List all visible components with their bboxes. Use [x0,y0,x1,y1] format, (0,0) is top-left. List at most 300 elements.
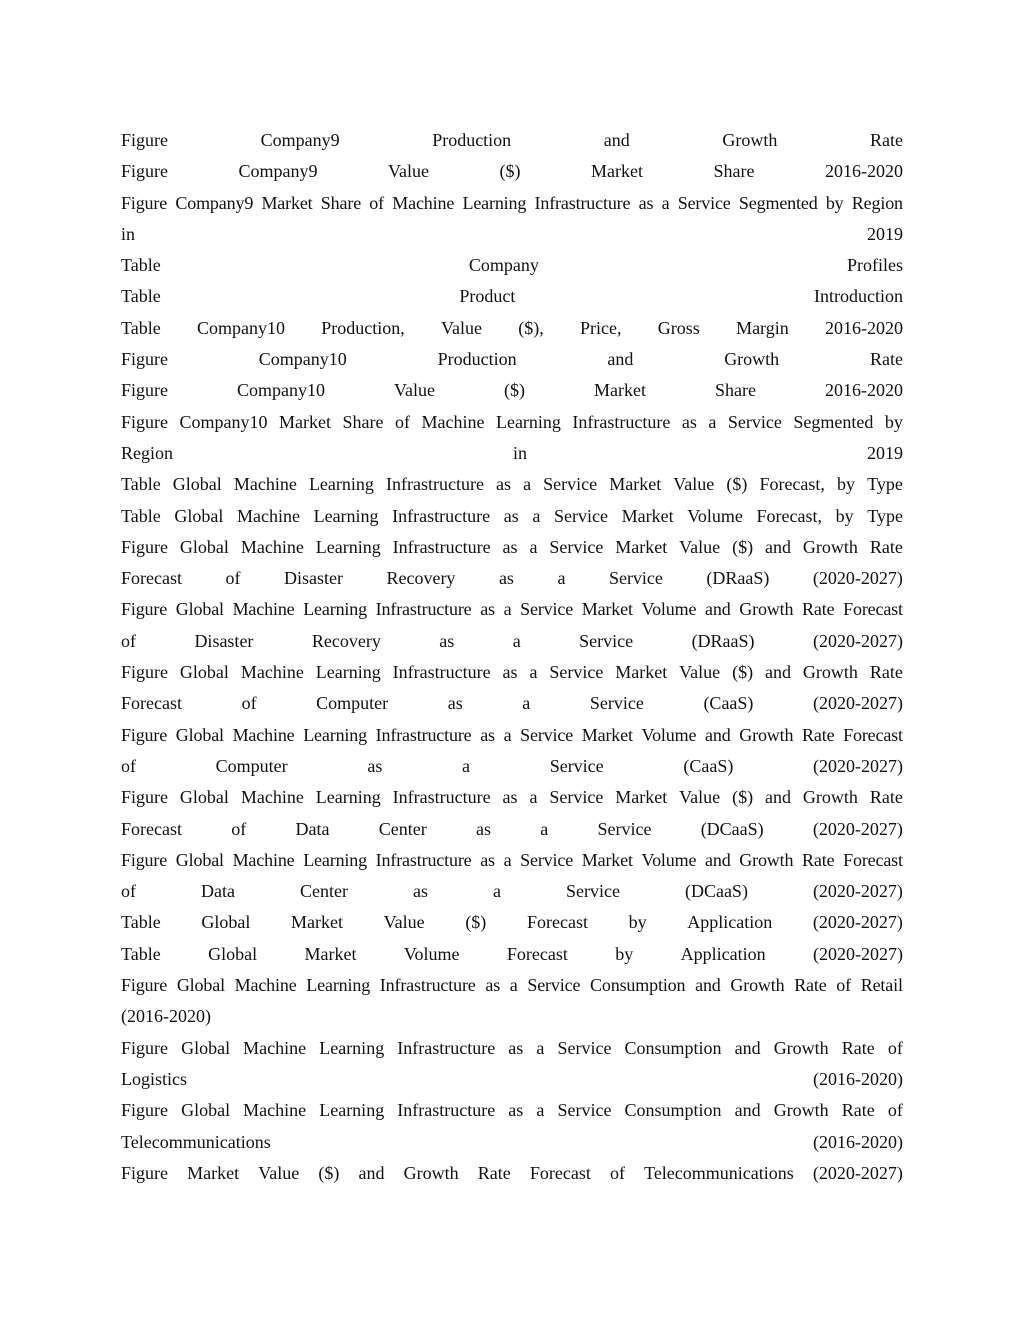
word: ($) [318,1162,340,1183]
word: a [512,630,521,651]
word: Forecast, [759,474,825,495]
word: Retail [860,975,903,996]
word: Rate [802,599,835,620]
word: of [241,693,257,714]
word: a [708,411,717,432]
word: a [557,568,566,589]
word: (2020-2027) [813,693,903,714]
word: Rate [794,975,827,996]
word: Service [549,662,604,683]
word: Market [304,943,357,964]
word: Machine [233,474,297,495]
word: a [529,536,538,557]
word: Service [549,536,604,557]
text-line [121,125,903,156]
word: Rate [841,1100,875,1121]
word: Recovery [386,568,456,589]
word: (2020-2027) [813,755,903,776]
word: by [628,912,647,933]
word: of [121,881,136,902]
word: Market [581,724,633,745]
word: Infrastructure [397,1100,496,1121]
word: Machine [392,192,455,213]
word: Global [181,1037,231,1058]
word: 2016-2020 [825,317,903,338]
word: Company9 [238,161,318,182]
word: Forecast [843,724,903,745]
word: Machine [243,1100,307,1121]
word: Application [680,943,766,964]
word: of [887,1037,903,1058]
word: ($), [518,317,544,338]
word: by [615,943,634,964]
word: (2020-2027) [812,1162,903,1183]
word: a [529,662,538,683]
word: Recovery [311,630,381,651]
word: Growth [739,849,794,870]
word: Figure [121,161,168,182]
word: Service [520,724,574,745]
text-line [121,1064,903,1095]
word: Global [181,1100,231,1121]
word: by [825,192,844,213]
word: a [503,849,512,870]
word: Global [172,474,222,495]
word: Application [687,912,773,933]
word: Figure [121,536,168,557]
word: a [661,192,670,213]
word: Value [258,1162,300,1183]
word: Value [383,912,425,933]
text-line [121,814,903,845]
word: Machine [240,662,304,683]
word: Figure [121,192,168,213]
word: (2020-2027) [812,630,903,651]
word: (CaaS) [703,693,754,714]
word: Table [121,255,161,276]
word: as [480,599,495,620]
word: ($) [732,662,754,683]
word: Learning [315,662,381,683]
word: and [765,536,791,557]
text-line [121,845,903,876]
word: Rate [869,662,903,683]
word: Learning [303,599,367,620]
word: (2020-2027) [812,568,903,589]
word: Service [677,192,731,213]
text-line [121,751,903,782]
text-line [121,219,903,250]
text-line [121,970,903,1001]
word: in [121,223,136,244]
word: Figure [121,1100,168,1121]
word: Infrastructure [375,724,472,745]
word: Service [557,1037,612,1058]
word: Market [187,1162,240,1183]
word: Forecast [843,849,903,870]
word: Market [581,599,633,620]
word: a [536,1037,545,1058]
word: a [503,724,512,745]
word: as [475,818,491,839]
word: Figure [121,411,168,432]
word: Figure [121,787,168,808]
word: Production [437,349,517,370]
word: Market [581,849,633,870]
word: Learning [308,474,374,495]
word: Product [459,286,516,307]
word: (DRaaS) [706,568,770,589]
word: Service [589,693,644,714]
word: a [503,599,512,620]
word: Market [621,505,674,526]
word: Production, [321,317,405,338]
word: and [734,1037,761,1058]
word: Computer [215,755,288,776]
word: Infrastructure [392,787,491,808]
word: Rate [802,849,835,870]
word: Service [549,787,604,808]
word: Machine [232,724,295,745]
word: as [508,1037,524,1058]
word: as [447,693,463,714]
word: (DCaaS) [684,881,748,902]
word: Growth [739,599,794,620]
word: Rate [841,1037,875,1058]
word: Service [554,505,608,526]
word: Figure [121,380,168,401]
word: Machine [232,599,295,620]
word: Share [320,192,362,213]
word: Forecast [843,599,903,620]
word: Company10 [196,317,285,338]
text-line [121,720,903,751]
word: (2020-2027) [812,912,903,933]
word: Table [121,474,161,495]
word: Logistics [121,1068,187,1089]
word: and [603,130,630,150]
word: Company10 [237,380,325,401]
text-line [121,313,903,344]
word: Service [727,411,782,432]
document-page [121,125,903,1189]
word: Value [394,380,435,401]
word: as [503,505,519,526]
word: Learning [303,724,367,745]
word: Infrastructure [397,1037,496,1058]
word: by [837,474,855,495]
word: Service [520,849,574,870]
word: Growth [802,787,858,808]
word: of [121,630,136,651]
word: as [367,755,383,776]
word: as [485,975,501,996]
word: as [508,1100,524,1121]
word: Disaster [194,630,254,651]
word: Value [679,662,721,683]
word: Center [378,818,427,839]
word: ($) [732,536,754,557]
word: Service [543,474,598,495]
word: as [502,662,518,683]
word: Global [175,849,224,870]
word: ($) [503,380,525,401]
word: Market [279,411,331,432]
word: Region [851,192,903,213]
word: Market [261,192,313,213]
word: Growth [403,1162,459,1183]
word: 2019 [867,223,903,244]
word: Rate [869,787,903,808]
text-line [121,876,903,907]
word: Type [867,474,903,495]
word: Machine [240,787,304,808]
word: Figure [121,349,168,370]
word: (CaaS) [683,755,734,776]
text-line [121,657,903,688]
word: as [681,411,697,432]
word: a [509,975,518,996]
text-line [121,407,903,438]
word: Share [713,161,755,182]
word: as [502,787,518,808]
word: Growth [730,975,785,996]
word: Market [615,662,668,683]
word: Computer [316,693,389,714]
word: Learning [306,975,371,996]
word: Company [468,255,539,276]
text-line [121,563,903,594]
text-line [121,469,903,500]
word: Growth [802,536,858,557]
word: (2016-2020) [813,1068,903,1089]
word: ($) [465,912,487,933]
word: Global [179,536,229,557]
word: Telecommunications [121,1131,271,1152]
word: Consumption [624,1100,722,1121]
word: and [358,1162,385,1183]
text-line [121,782,903,813]
word: Figure [121,130,168,150]
text-line [121,939,903,970]
word: of [836,975,851,996]
word: Machine [243,1037,307,1058]
word: by [884,411,903,432]
word: a [522,693,531,714]
word: Service [549,755,604,776]
word: and [705,724,731,745]
word: Infrastructure [392,662,491,683]
word: as [638,192,654,213]
word: Company9 [260,130,340,150]
word: of [369,192,384,213]
text-line [121,250,903,281]
word: Forecast, [756,505,822,526]
word: Volume [641,849,697,870]
word: Infrastructure [392,536,491,557]
word: Learning [315,787,381,808]
word: (2020-2027) [812,818,903,839]
word: as [412,881,428,902]
word: and [765,662,791,683]
word: Service [579,630,634,651]
word: Region [121,442,173,463]
word: Disaster [283,568,343,589]
word: Growth [773,1100,829,1121]
word: Infrastructure [572,411,671,432]
word: Company9 [175,192,254,213]
word: Figure [121,724,168,745]
word: Figure [121,1162,168,1183]
word: Market [291,912,344,933]
word: Learning [495,411,561,432]
word: Table [121,286,161,307]
word: Machine [234,975,297,996]
word: Market [615,787,668,808]
text-line [121,501,903,532]
text-line [121,1158,903,1189]
word: Price, [580,317,622,338]
word: Rate [477,1162,511,1183]
word: of [225,568,241,589]
word: Forecast [529,1162,591,1183]
word: of [609,1162,625,1183]
word: and [765,787,791,808]
word: Figure [121,849,168,870]
word: Production [432,130,512,150]
word: Rate [869,130,903,150]
word: as [439,630,455,651]
text-line [121,188,903,219]
word: a [529,787,538,808]
text-line [121,1127,903,1158]
word: and [607,349,634,370]
text-line [121,594,903,625]
word: 2016-2020 [824,380,903,401]
word: Segmented [793,411,874,432]
word: by [835,505,854,526]
word: Growth [724,349,780,370]
word: Growth [802,662,858,683]
word: Rate [869,349,903,370]
text-line [121,438,903,469]
word: as [496,474,512,495]
word: Volume [687,505,743,526]
word: Introduction [814,286,903,307]
word: Growth [739,724,794,745]
word: Volume [641,599,697,620]
word: a [540,818,549,839]
word: as [480,849,495,870]
word: ($) [499,161,521,182]
word: Market [593,380,646,401]
word: Market [609,474,662,495]
word: Volume [403,943,460,964]
word: Growth [722,130,778,150]
word: Value [673,474,715,495]
word: Machine [232,849,295,870]
word: Infrastructure [375,599,472,620]
word: a [536,1100,545,1121]
word: Rate [802,724,835,745]
text-line [121,1033,903,1064]
word: Figure [121,975,168,996]
text-line [121,688,903,719]
word: Profiles [847,255,903,276]
word: Learning [315,536,381,557]
word: 2019 [866,442,903,463]
word: Global [179,662,229,683]
word: Global [175,599,224,620]
text-line [121,375,903,406]
word: Service [557,1100,612,1121]
word: of [231,818,247,839]
word: a [462,755,471,776]
text-line [121,626,903,657]
word: Company10 [258,349,347,370]
word: 2016-2020 [824,161,903,182]
word: (2020-2027) [812,943,903,964]
word: Share [342,411,384,432]
word: Forecast [506,943,568,964]
word: Value [388,161,429,182]
word: Infrastructure [392,505,491,526]
word: Global [201,912,251,933]
word: Machine [240,536,304,557]
word: Learning [303,849,367,870]
word: Table [121,505,161,526]
word: Consumption [624,1037,722,1058]
word: Center [299,881,348,902]
word: Table [121,912,161,933]
word: Value [441,317,482,338]
word: as [502,536,518,557]
word: Data [201,881,235,902]
word: Learning [319,1037,385,1058]
word: Table [121,943,161,964]
word: and [705,849,731,870]
word: Figure [121,599,168,620]
word: (2020-2027) [812,881,903,902]
word: and [705,599,731,620]
word: Market [615,536,668,557]
word: ($) [726,474,748,495]
word: Global [208,943,258,964]
word: Infrastructure [375,849,472,870]
text-line [121,907,903,938]
word: Margin [736,317,789,338]
word: Value [679,787,721,808]
word: Figure [121,662,168,683]
word: Segmented [738,192,818,213]
text-line [121,281,903,312]
word: Learning [313,505,379,526]
word: Forecast [121,568,182,589]
word: Gross [657,317,700,338]
word: Volume [641,724,697,745]
word: Forecast [121,693,182,714]
word: Value [679,536,721,557]
word: and [695,975,721,996]
word: Consumption [590,975,686,996]
word: of [887,1100,903,1121]
word: Company10 [179,411,268,432]
word: a [532,505,541,526]
word: Growth [773,1037,829,1058]
word: Rate [869,536,903,557]
word: Table [121,317,161,338]
word: (DCaaS) [700,818,764,839]
